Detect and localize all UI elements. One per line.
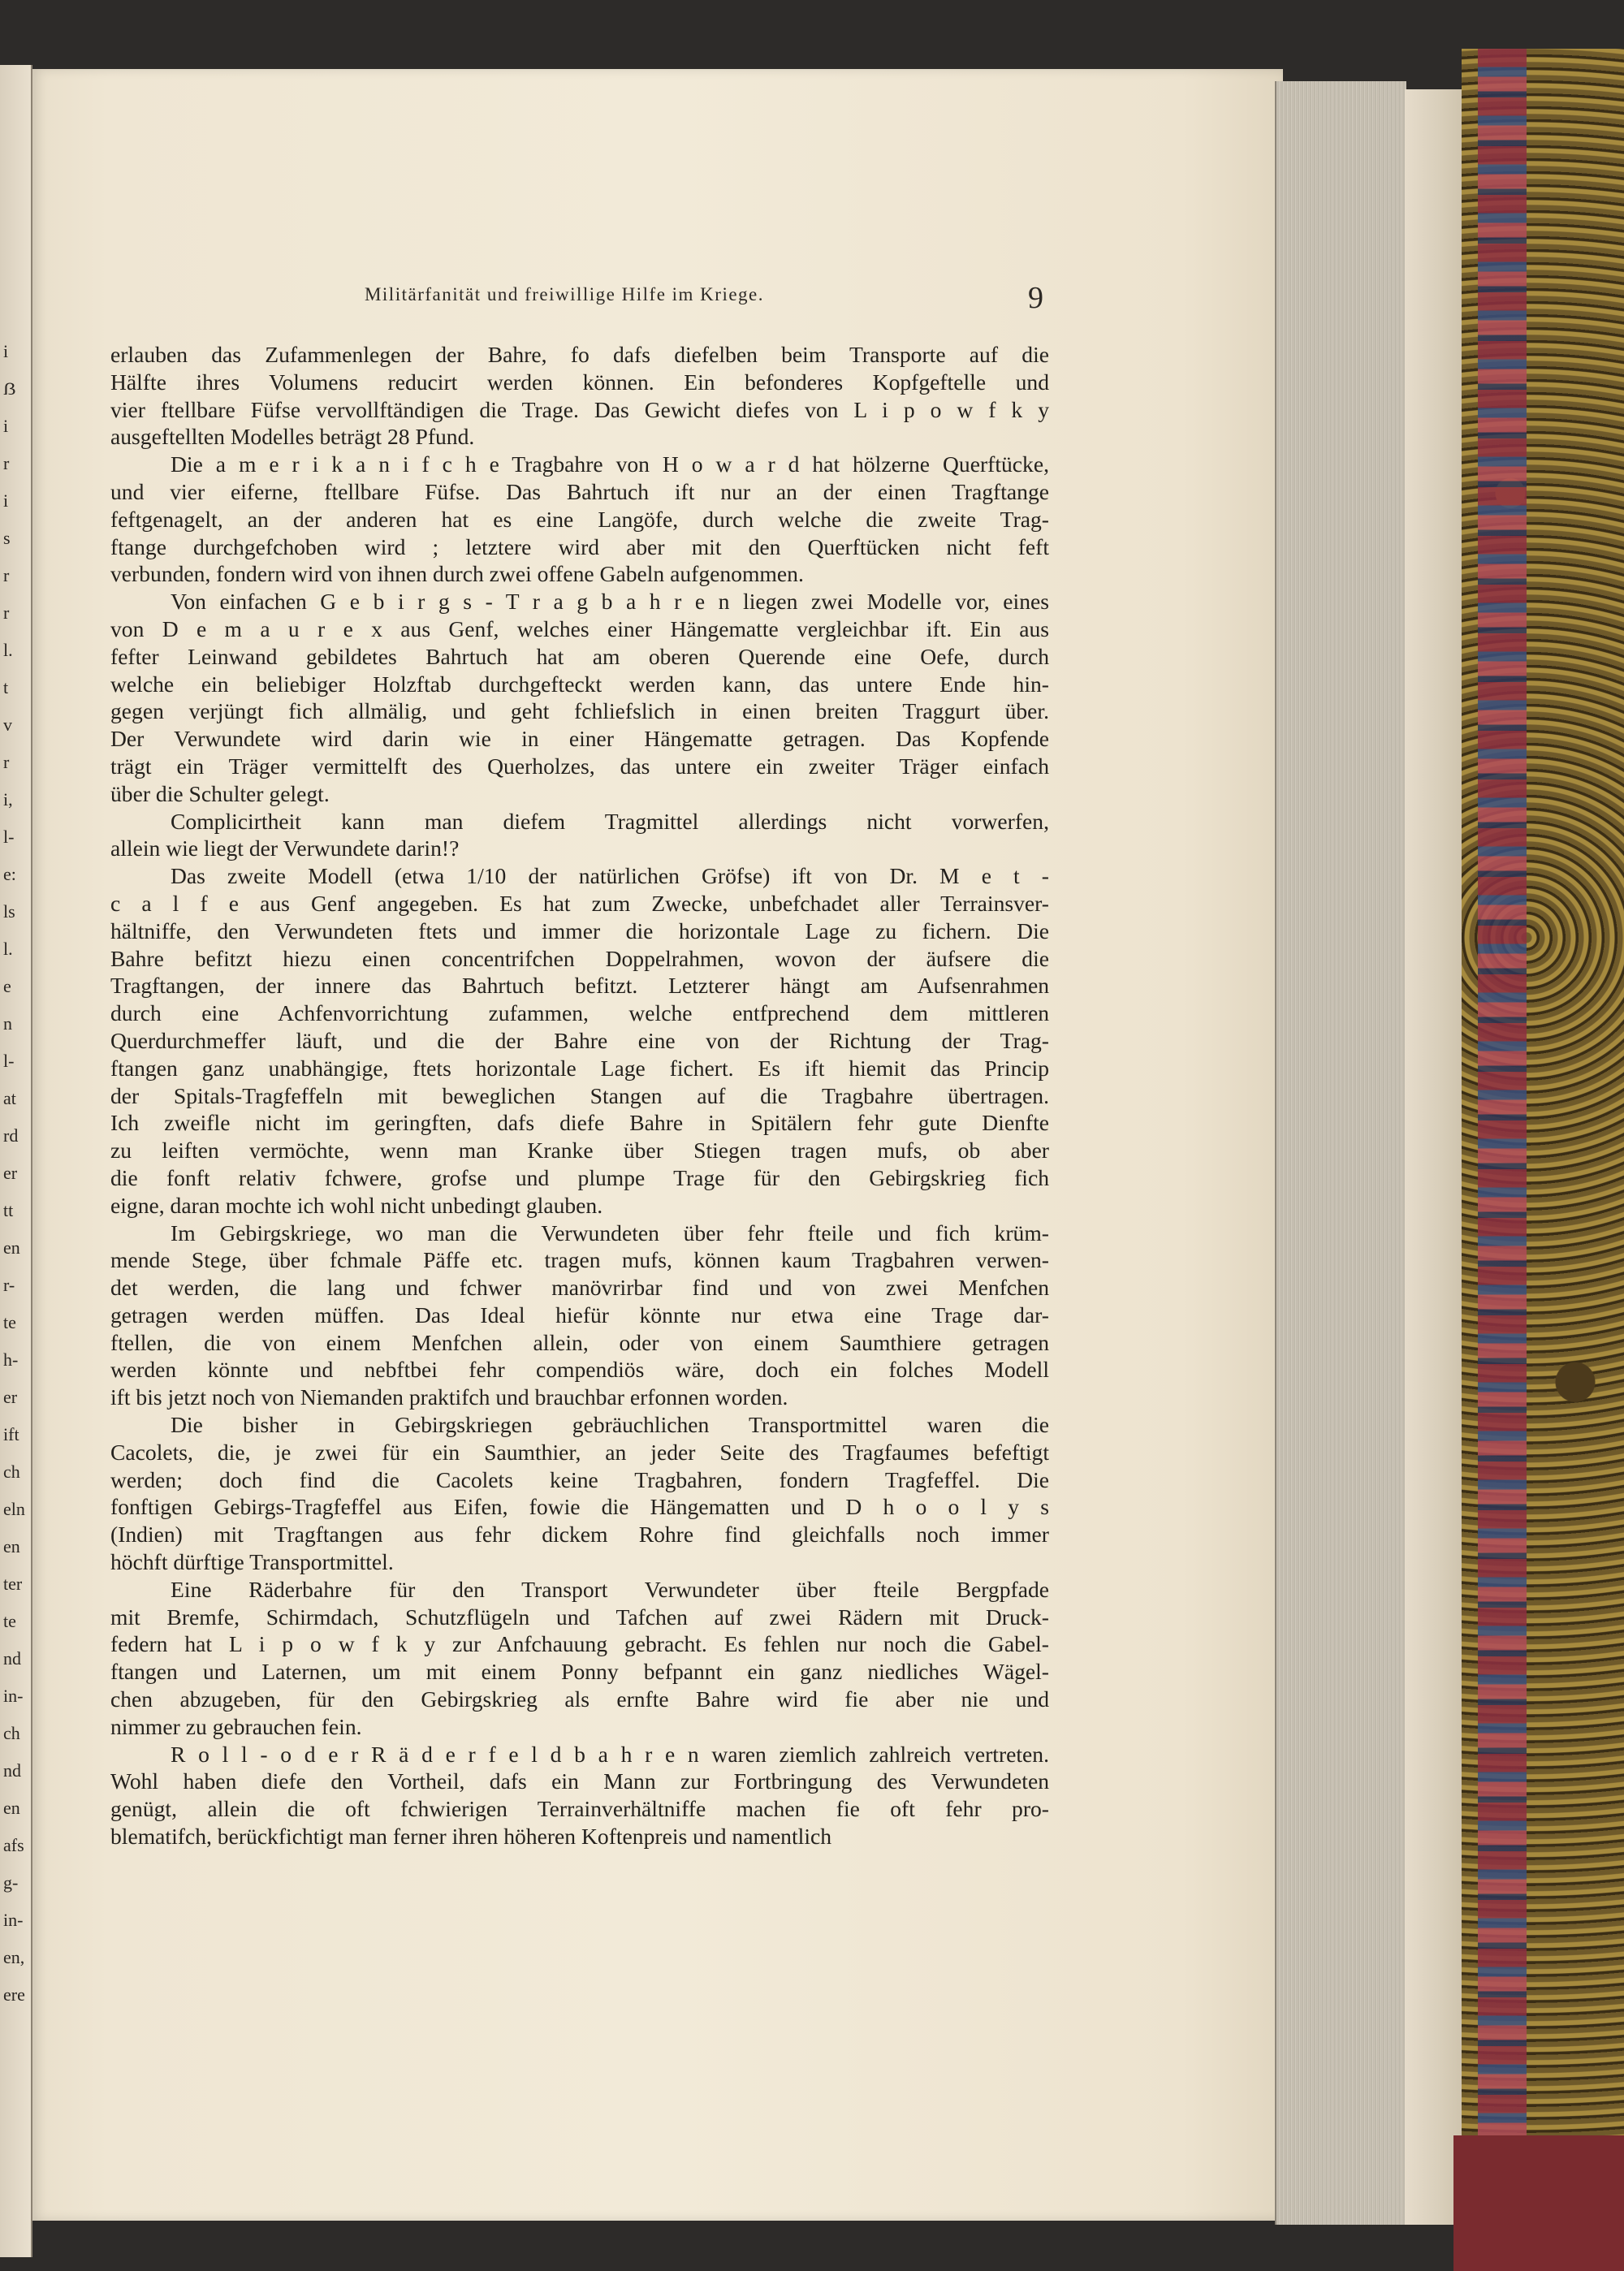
- text-line: R o l l - o d e r R ä d e r f e l d b a h r e n waren ziemlich zahlreich vertreten.: [171, 1741, 1049, 1767]
- margin-fragment: l-: [3, 827, 15, 847]
- text-line: fefter Leinwand gebildetes Bahrtuch hat am oberen Querende eine Oefe, durch: [110, 643, 1049, 669]
- margin-fragment: te: [3, 1611, 16, 1631]
- margin-fragment: in-: [3, 1686, 24, 1706]
- margin-fragment: i,: [3, 789, 13, 810]
- page-block-edges: [1275, 81, 1406, 2225]
- text-line: über die Schulter gelegt.: [110, 780, 330, 806]
- text-line: werden; doch find die Cacolets keine Tragbahren, fondern Tragfeffel. Die: [110, 1466, 1049, 1492]
- text-line: mit Bremfe, Schirmdach, Schutzflügeln und Tafchen auf zwei Rädern mit Druck-: [110, 1604, 1049, 1630]
- text-line: ausgeftellten Modelles beträgt 28 Pfund.: [110, 424, 475, 450]
- text-line: Die bisher in Gebirgskriegen gebräuchlichen Transportmittel waren die: [171, 1412, 1049, 1438]
- margin-fragment: eln: [3, 1499, 25, 1519]
- margin-fragment: te: [3, 1312, 16, 1332]
- text-line: Complicirtheit kann man diefem Tragmittel allerdings nicht vorwerfen,: [171, 808, 1049, 834]
- margin-fragment: t: [3, 677, 9, 697]
- text-line: det werden, die lang und fchwer manövrirbar find und von zwei Menfchen: [110, 1275, 1049, 1301]
- text-line: fonftigen Gebirgs-Tragfeffel aus Eifen, fowie die Hängematten und D h o o l y s: [110, 1494, 1049, 1520]
- margin-fragment: er: [3, 1387, 18, 1407]
- text-line: der Spitals-Tragfeffeln mit beweglichen Stangen auf die Tragbahre übertragen.: [110, 1082, 1049, 1108]
- text-line: blematifch, berückfichtigt man ferner ihren höheren Koftenpreis und namentlich: [110, 1824, 832, 1850]
- margin-fragment: en: [3, 1798, 20, 1818]
- text-line: werden könnte und nebftbei fehr compendiös wäre, doch ein folches Modell: [110, 1357, 1049, 1383]
- margin-fragment: afs: [3, 1835, 24, 1855]
- text-line: c a l f e aus Genf angegeben. Es hat zum Zwecke, unbefchadet aller Terrainsver-: [110, 890, 1049, 916]
- text-line: mende Stege, über fchmale Päffe etc. tragen mufs, können kaum Tragbahren verwen-: [110, 1247, 1049, 1273]
- margin-fragment: nd: [3, 1760, 21, 1781]
- text-line: genügt, allein die oft fchwierigen Terrainverhältniffe machen fie oft fehr pro-: [110, 1796, 1049, 1822]
- text-line: gegen verjüngt fich allmälig, und geht fchliefslich in einen breiten Traggurt über.: [110, 698, 1049, 724]
- text-line: und vier eiferne, ftellbare Füfse. Das Bahrtuch ift nur an der einen Tragftange: [110, 478, 1049, 504]
- text-line: federn hat L i p o w f k y zur Anfchauung gebracht. Es fehlen nur noch die Gabel-: [110, 1631, 1049, 1657]
- margin-fragment: in-: [3, 1910, 24, 1930]
- cover-corner: [1453, 2135, 1624, 2271]
- margin-fragment: ch: [3, 1723, 20, 1743]
- text-line: ift bis jetzt noch von Niemanden praktifch und brauchbar erfonnen worden.: [110, 1384, 788, 1410]
- previous-page-edge: [0, 65, 32, 2257]
- text-line: Ich zweifle nicht im geringften, dafs diefe Bahre in Spitälern fehr gute Dienfte: [110, 1110, 1049, 1136]
- margin-fragment: at: [3, 1088, 16, 1108]
- margin-fragment: l-: [3, 1051, 15, 1071]
- previous-page-fragments: [0, 65, 31, 2257]
- running-head: Militärfanität und freiwillige Hilfe im Kriege.: [364, 284, 765, 304]
- text-line: durch eine Achfenvorrichtung zufammen, welche entfprechend dem mittleren: [110, 1000, 1049, 1026]
- text-line: Querdurchmeffer läuft, und die der Bahre eine von der Richtung der Trag-: [110, 1027, 1049, 1053]
- text-line: (Indien) mit Tragftangen aus fehr dickem Rohre find gleichfalls noch immer: [110, 1522, 1049, 1548]
- text-line: getragen werden müffen. Das Ideal hiefür könnte nur etwa eine Trage dar-: [110, 1302, 1049, 1328]
- margin-fragment: r: [3, 453, 10, 473]
- text-line: ftangen ganz unabhängige, ftets horizontale Lage fichert. Es ift hiemit das Princip: [110, 1055, 1049, 1081]
- text-line: ftangen und Laternen, um mit einem Ponny befpannt ein ganz niedliches Wägel-: [110, 1659, 1049, 1685]
- text-line: von D e m a u r e x aus Genf, welches einer Hängematte vergleichbar ift. Ein aus: [110, 615, 1049, 641]
- text-line: Das zweite Modell (etwa 1/10 der natürlichen Gröfse) ift von Dr. M e t -: [171, 863, 1049, 889]
- text-line: Cacolets, die, je zwei für ein Saumthier, an jeder Seite des Tragfaumes befeftigt: [110, 1439, 1049, 1465]
- margin-fragment: r: [3, 602, 10, 623]
- text-line: hältniffe, den Verwundeten ftets und immer die horizontale Lage zu fichern. Die: [110, 917, 1049, 943]
- text-line: eigne, daran mochte ich wohl nicht unbedingt glauben.: [110, 1192, 603, 1218]
- margin-fragment: l.: [3, 939, 13, 959]
- margin-fragment: nd: [3, 1648, 21, 1669]
- text-line: Bahre befitzt hiezu einen concentrifchen Doppelrahmen, wovon der äufsere die: [110, 945, 1049, 971]
- margin-fragment: ift: [3, 1424, 19, 1444]
- text-line: Von einfachen G e b i r g s - T r a g b a h r e n liegen zwei Modelle vor, eines: [171, 589, 1049, 615]
- text-line: allein wie liegt der Verwundete darin!?: [110, 835, 460, 861]
- margin-fragment: s: [3, 528, 11, 548]
- text-line: Die a m e r i k a n i f c h e Tragbahre von H o w a r d hat hölzerne Querftücke,: [171, 451, 1049, 477]
- text-line: chen abzugeben, für den Gebirgskrieg als ernfte Bahre wird fie aber nie und: [110, 1686, 1049, 1712]
- margin-fragment: i: [3, 341, 9, 361]
- margin-fragment: r-: [3, 1275, 15, 1295]
- margin-fragment: ter: [3, 1574, 23, 1594]
- text-line: welche ein beliebiger Holzftab durchgefteckt werden kann, das untere Ende hin-: [110, 671, 1049, 697]
- page-number: 9: [1028, 281, 1043, 315]
- body-text: [110, 341, 1049, 1850]
- marbled-cover-band: [1478, 49, 1527, 2225]
- text-line: verbunden, fondern wird von ihnen durch zwei offene Gabeln aufgenommen.: [110, 561, 804, 587]
- margin-fragment: ls: [3, 901, 15, 922]
- margin-fragment: ẞ: [3, 378, 16, 399]
- text-line: erlauben das Zufammenlegen der Bahre, fo dafs diefelben beim Transporte auf die: [110, 342, 1049, 367]
- page-block-right: [1405, 89, 1462, 2225]
- text-line: ftange durchgefchoben wird ; letztere wird aber mit den Querftücken nicht feft: [110, 533, 1049, 559]
- margin-fragment: l.: [3, 640, 13, 660]
- margin-fragment: v: [3, 715, 12, 735]
- margin-fragment: en,: [3, 1947, 25, 1967]
- text-line: feftgenagelt, an der anderen hat es eine Langöfe, durch welche die zweite Trag-: [110, 506, 1049, 532]
- margin-fragment: h-: [3, 1349, 19, 1370]
- margin-fragment: ch: [3, 1461, 20, 1482]
- text-line: Wohl haben diefe den Vortheil, dafs ein Mann zur Fortbringung des Verwundeten: [110, 1768, 1049, 1794]
- margin-fragment: rd: [3, 1125, 19, 1146]
- text-line: höchft dürftige Transportmittel.: [110, 1549, 394, 1575]
- margin-fragment: er: [3, 1163, 18, 1183]
- margin-fragment: r: [3, 752, 10, 772]
- text-line: Tragftangen, der innere das Bahrtuch befitzt. Letzterer hängt am Aufsenrahmen: [110, 973, 1049, 999]
- margin-fragment: en: [3, 1536, 20, 1556]
- margin-fragment: e:: [3, 864, 16, 884]
- margin-fragment: r: [3, 565, 10, 585]
- text-line: Hälfte ihres Volumens reducirt werden können. Ein befonderes Kopfgeftelle und: [110, 369, 1049, 395]
- margin-fragment: i: [3, 416, 9, 436]
- margin-fragment: n: [3, 1013, 12, 1034]
- text-line: Eine Räderbahre für den Transport Verwundeter über fteile Bergpfade: [171, 1576, 1049, 1602]
- margin-fragment: tt: [3, 1200, 14, 1220]
- text-line: Im Gebirgskriege, wo man die Verwundeten über fehr fteile und fich krüm-: [171, 1220, 1049, 1246]
- margin-fragment: e: [3, 976, 11, 996]
- text-line: Der Verwundete wird darin wie in einer Hängematte getragen. Das Kopfende: [110, 726, 1049, 752]
- margin-fragment: i: [3, 490, 9, 511]
- text-line: die fonft relativ fchwere, grofse und plumpe Trage für den Gebirgskrieg fich: [110, 1164, 1049, 1190]
- margin-fragment: g-: [3, 1872, 19, 1893]
- text-line: nimmer zu gebrauchen fein.: [110, 1713, 362, 1739]
- text-line: vier ftellbare Füfse vervollftändigen die Trage. Das Gewicht diefes von L i p o w f k y: [110, 396, 1049, 422]
- text-line: trägt ein Träger vermittelft des Querholzes, das untere ein zweiter Träger einfach: [110, 753, 1049, 779]
- text-line: ftellen, die von einem Menfchen allein, oder von einem Saumthiere getragen: [110, 1329, 1049, 1355]
- text-line: zu leiften vermöchte, wenn man Kranke über Stiegen tragen mufs, ob aber: [110, 1138, 1049, 1164]
- margin-fragment: en: [3, 1237, 20, 1258]
- margin-fragment: ere: [3, 1984, 25, 2005]
